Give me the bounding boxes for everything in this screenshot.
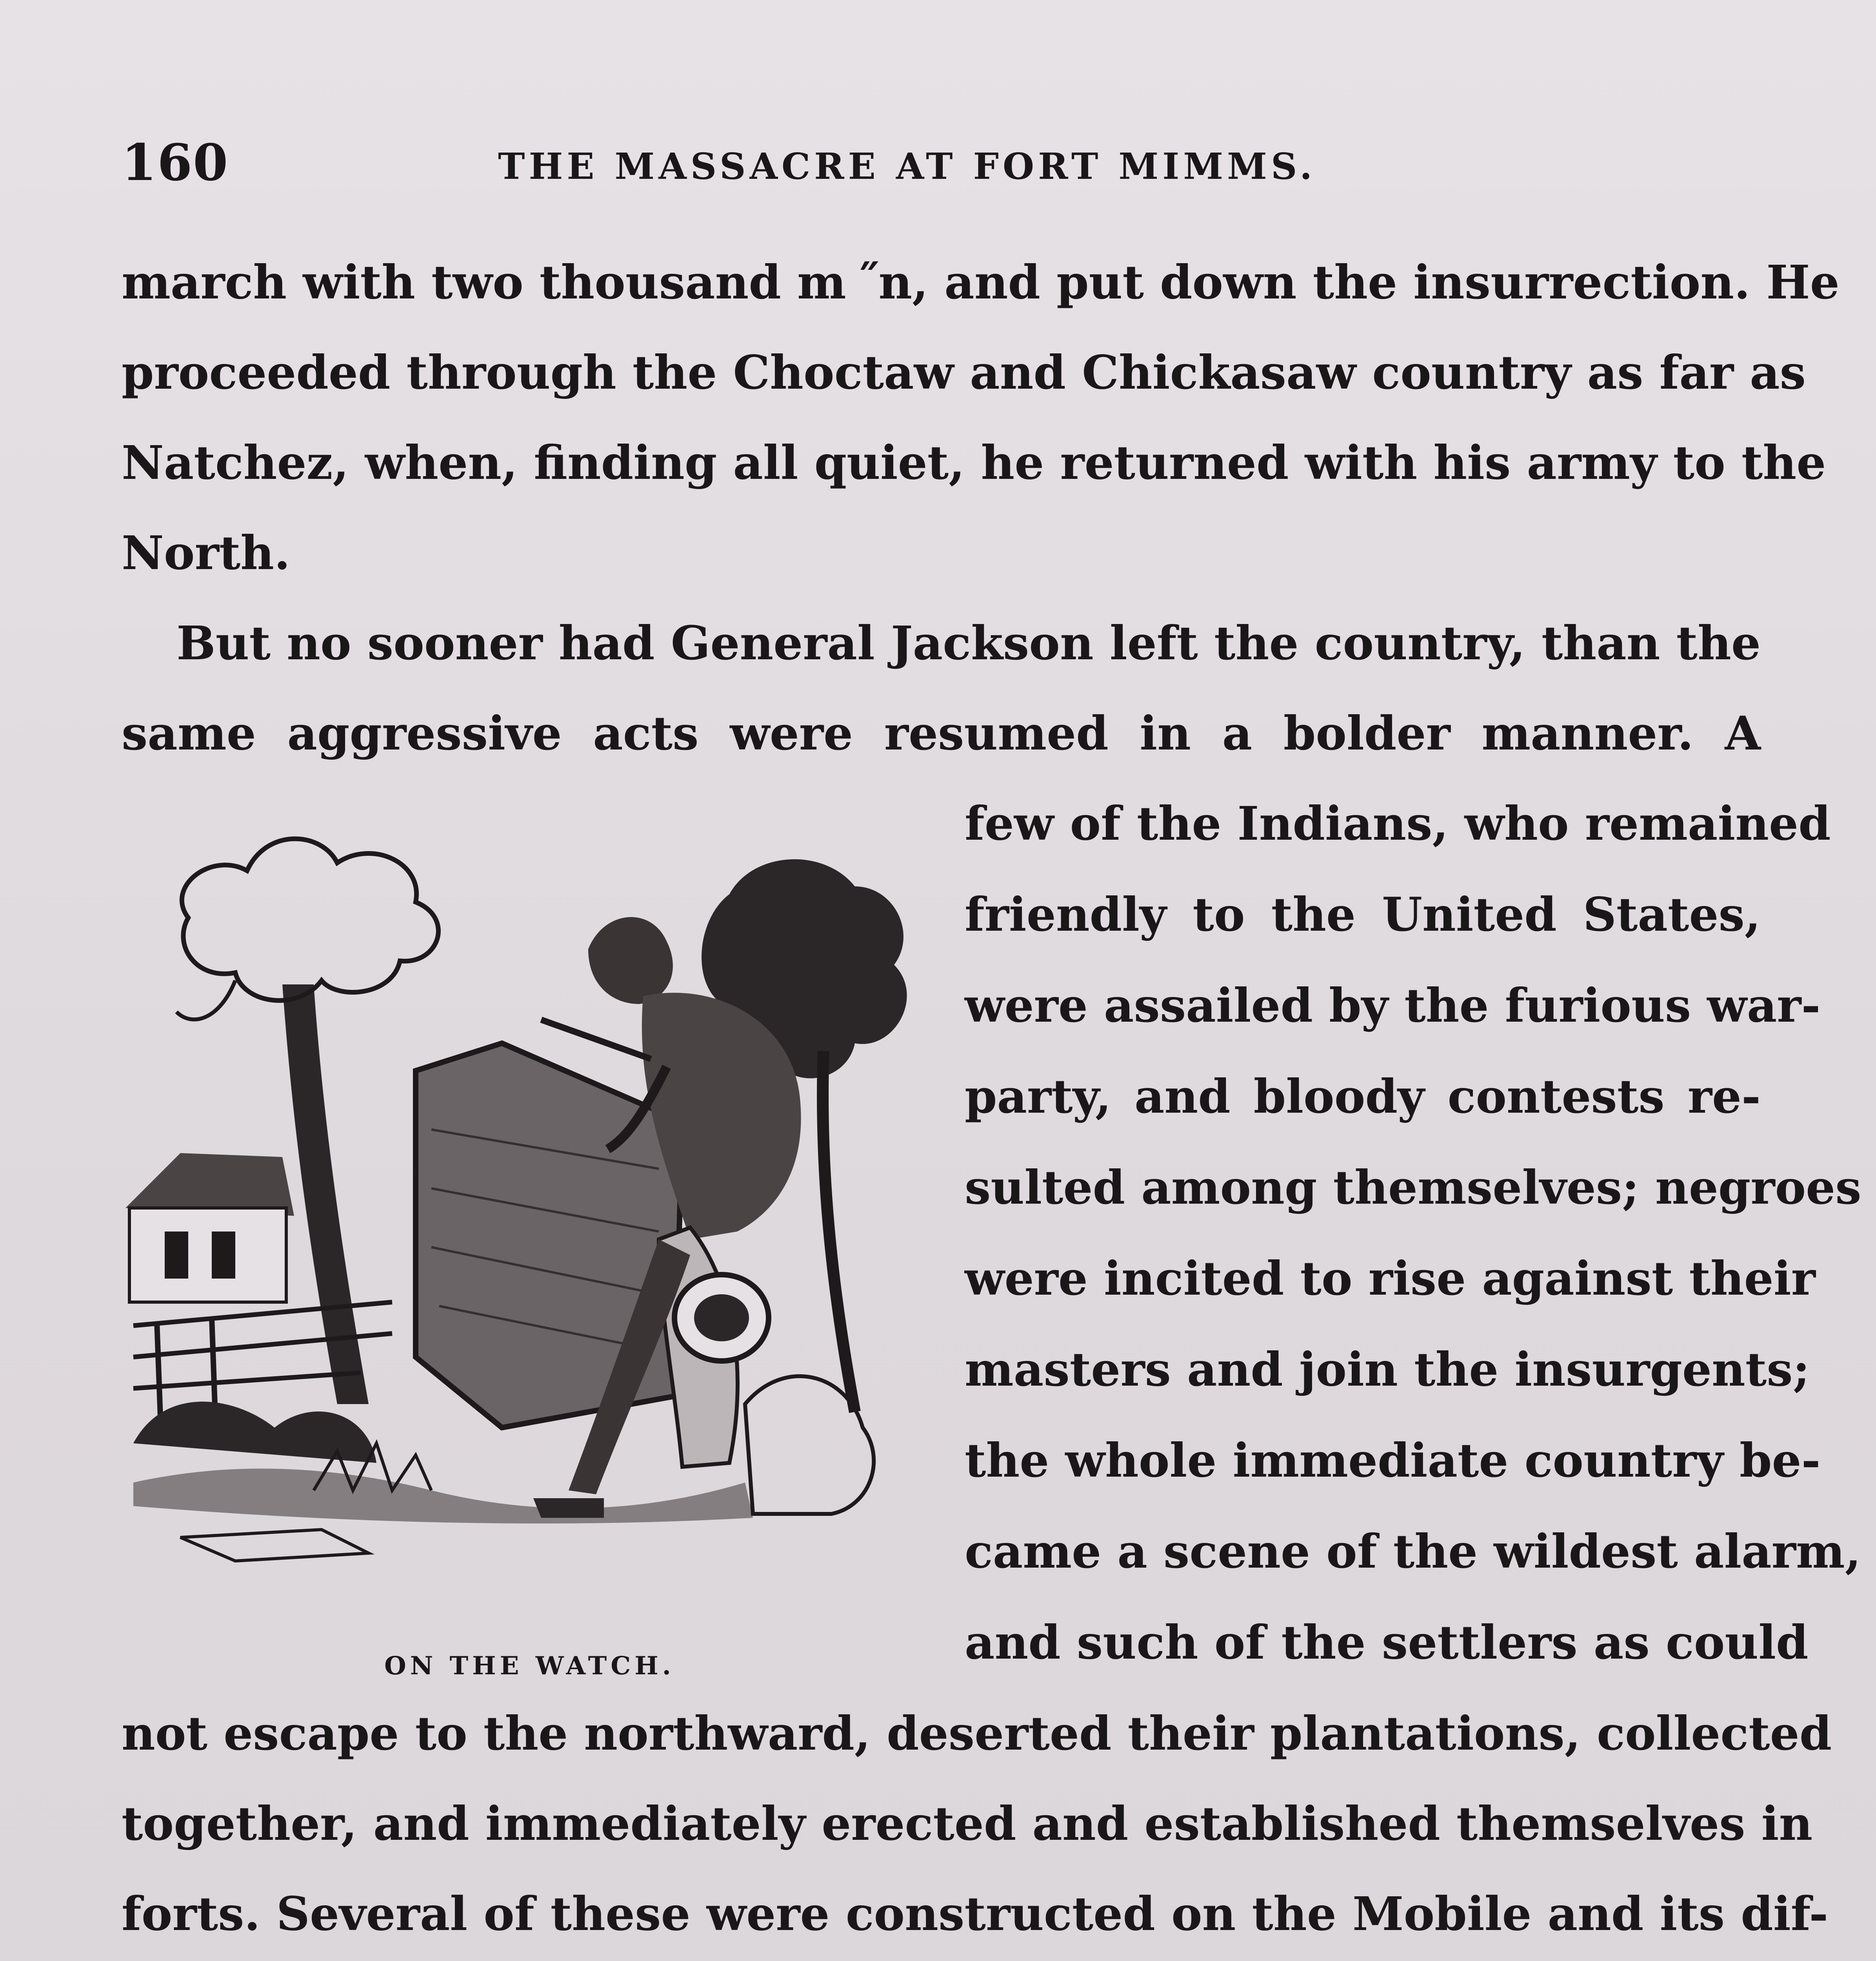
paragraph-1-line-1: march with two thousand m ˝n, and put down the insurrection. He — [122, 255, 1840, 309]
paragraph-2-wrapped-line-7: masters and join the insurgents; — [965, 1342, 1810, 1397]
page-header — [122, 133, 1765, 192]
paragraph-2-line-1: But no sooner had General Jackson left the country, than the — [176, 616, 1761, 670]
paragraph-2-wrapped-line-1: few of the Indians, who remained — [965, 796, 1831, 851]
paragraph-2-wrapped-line-8: the whole immediate country be- — [965, 1433, 1821, 1488]
paragraph-1-line-2: proceeded through the Choctaw and Chickasaw country as far as — [122, 345, 1806, 400]
paragraph-2-after-line-3: forts. Several of these were constructed on the Mobile and its dif- — [122, 1886, 1829, 1941]
paragraph-1-line-3: Natchez, when, finding all quiet, he returned with his army to the — [122, 435, 1826, 490]
paragraph-2-wrapped-line-3: were assailed by the furious war- — [965, 978, 1821, 1033]
paragraph-2-wrapped-line-4: party, and bloody contests re- — [965, 1069, 1761, 1124]
paragraph-2-after-line-1: not escape to the northward, deserted their plantations, collected — [122, 1706, 1832, 1761]
page-number: 160 — [122, 133, 229, 192]
paragraph-2-wrapped-line-6: were incited to rise against their — [965, 1251, 1816, 1306]
on-the-watch-illustration — [118, 816, 933, 1584]
paragraph-2-line-2: same aggressive acts were resumed in a bolder manner. A — [122, 706, 1761, 760]
paragraph-2-wrapped-line-9: came a scene of the wildest alarm, — [965, 1524, 1861, 1579]
paragraph-2-after-line-2: together, and immediately erected and established themselves in — [122, 1796, 1813, 1851]
paragraph-2-wrapped-line-10: and such of the settlers as could — [965, 1615, 1809, 1670]
paragraph-1-line-4: North. — [122, 526, 291, 580]
paragraph-2-wrapped-line-5: sulted among themselves; negroes — [965, 1160, 1861, 1215]
illustration-caption: ON THE WATCH. — [384, 1651, 675, 1681]
running-title: THE MASSACRE AT FORT MIMMS. — [498, 145, 1316, 187]
paragraph-2-wrapped-line-2: friendly to the United States, — [965, 887, 1761, 942]
